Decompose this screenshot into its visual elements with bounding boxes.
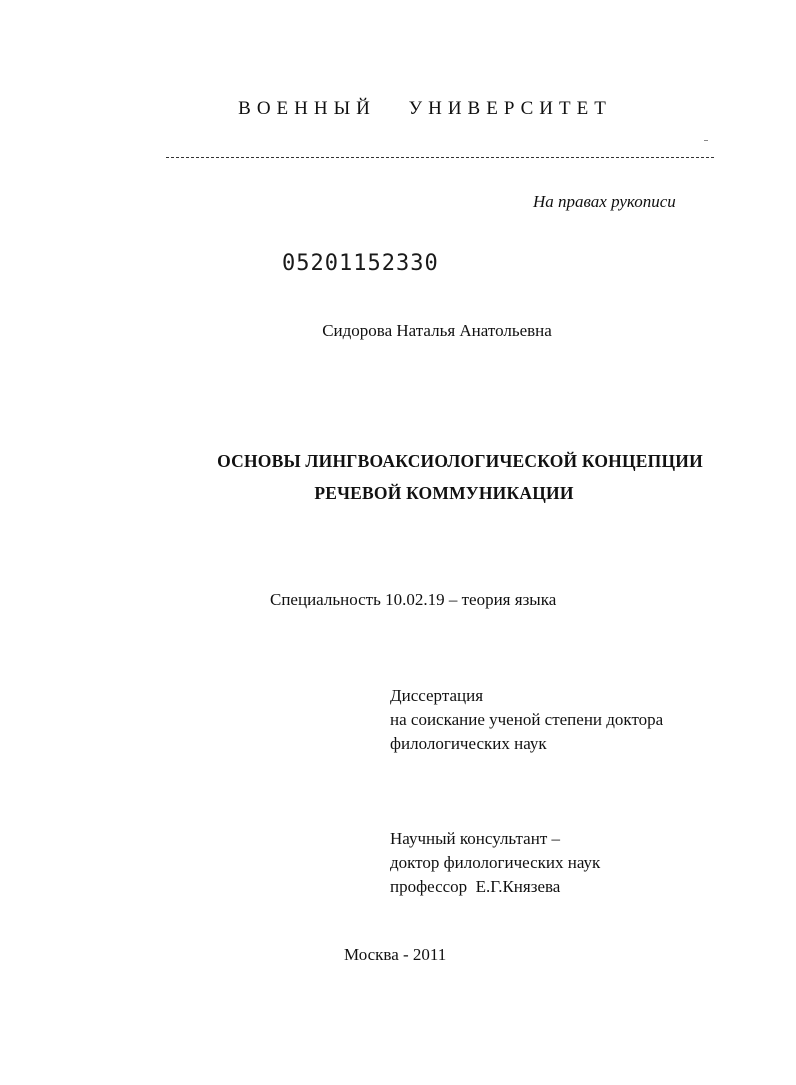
speciality-line: Специальность 10.02.19 – теория языка [270, 590, 557, 609]
scan-speck [704, 140, 708, 141]
author-name: Сидорова Наталья Анатольевна [322, 321, 552, 340]
registry-number-stamp: 05201152330 [282, 251, 439, 276]
thesis-title-line-2: РЕЧЕВОЙ КОММУНИКАЦИИ [314, 483, 574, 503]
dissertation-line-1: Диссертация [390, 686, 484, 705]
consultant-line-1: Научный консультант – [390, 829, 560, 848]
dissertation-line-2: на соискание ученой степени доктора [390, 710, 664, 729]
manuscript-note: На правах рукописи [533, 192, 676, 211]
thesis-title-line-1: ОСНОВЫ ЛИНГВОАКСИОЛОГИЧЕСКОЙ КОНЦЕПЦИИ [217, 451, 703, 471]
dissertation-line-3: филологических наук [390, 734, 547, 753]
consultant-line-3: профессор Е.Г.Князева [390, 877, 561, 896]
city-year: Москва - 2011 [344, 945, 447, 964]
dissertation-info [390, 684, 663, 756]
dashed-separator [166, 157, 714, 158]
consultant-line-2: доктор филологических наук [390, 853, 601, 872]
consultant-info [390, 827, 600, 899]
university-name: ВОЕННЫЙ УНИВЕРСИТЕТ [238, 98, 612, 119]
